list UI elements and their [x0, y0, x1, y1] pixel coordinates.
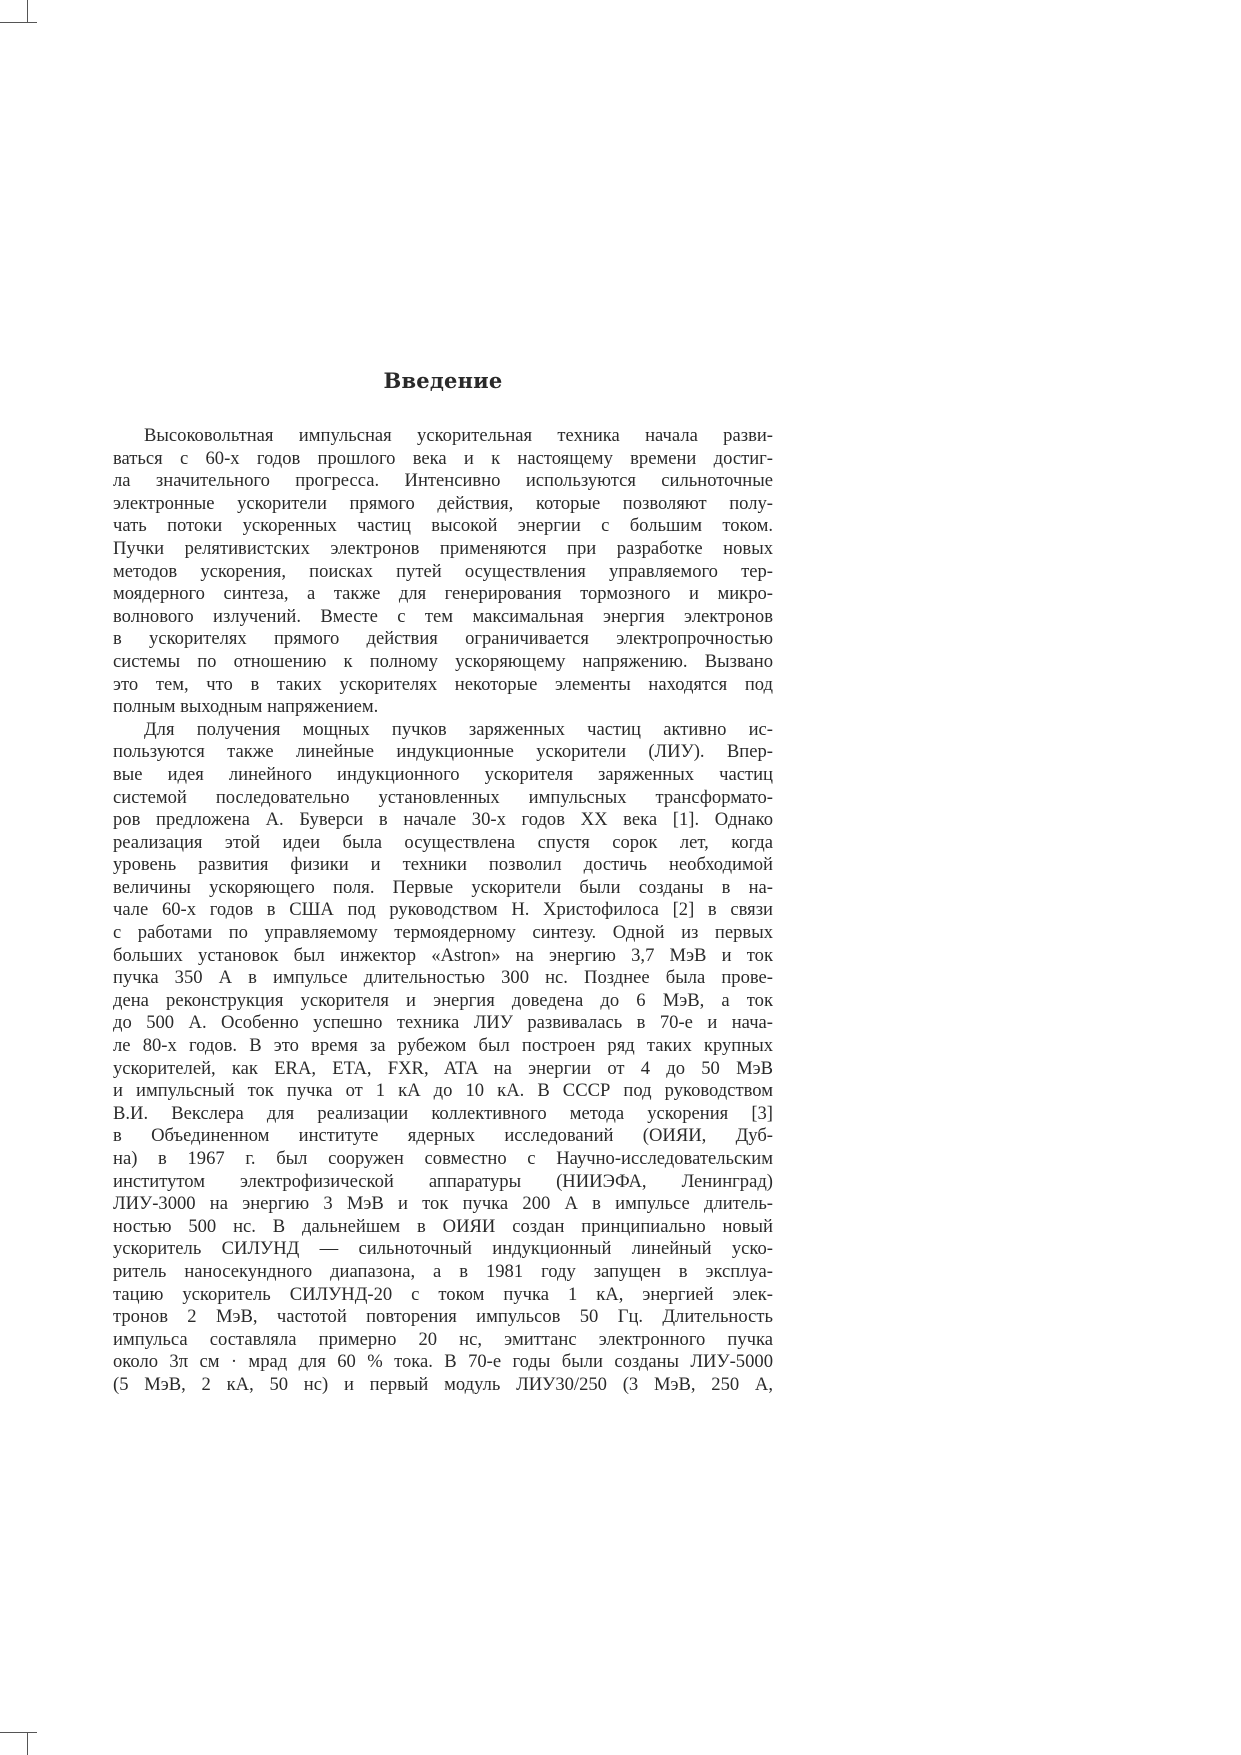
text-line: ла значительного прогресса. Интенсивно используются сильноточные	[113, 470, 773, 492]
text-line: институтом электрофизической аппаратуры (НИИЭФА, Ленинград)	[113, 1170, 773, 1192]
text-line: дена реконструкция ускорителя и энергия доведена до 6 МэВ, а ток	[113, 989, 773, 1011]
text-line: системой последовательно установленных импульсных трансформато-	[113, 786, 773, 808]
text-line: чать потоки ускоренных частиц высокой энергии с большим током.	[113, 515, 773, 537]
text-line: В.И. Векслера для реализации коллективного метода ускорения [3]	[113, 1102, 773, 1124]
text-line: (5 МэВ, 2 кА, 50 нс) и первый модуль ЛИУ30/250 (3 МэВ, 250 А,	[113, 1373, 773, 1395]
text-line: величины ускоряющего поля. Первые ускорители были созданы в на-	[113, 876, 773, 898]
crop-mark-bottom-horizontal	[0, 1732, 37, 1733]
text-line: ускорителей, как ERA, ETA, FXR, ATA на энергии от 4 до 50 МэВ	[113, 1057, 773, 1079]
text-line: до 500 А. Особенно успешно техника ЛИУ развивалась в 70-е и нача-	[113, 1012, 773, 1034]
text-line: чале 60-х годов в США под руководством Н. Христофилоса [2] в связи	[113, 899, 773, 921]
text-line: уровень развития физики и техники позволил достичь необходимой	[113, 854, 773, 876]
text-line: на) в 1967 г. был сооружен совместно с Научно-исследовательским	[113, 1148, 773, 1169]
text-line: Пучки релятивистских электронов применяются при разработке новых	[113, 537, 773, 559]
paragraph-1	[113, 425, 773, 719]
crop-mark-bottom-vertical	[27, 1733, 28, 1755]
text-line: больших установок был инжектор «Astron» на энергию 3,7 МэВ и ток	[113, 944, 773, 966]
text-line: электронные ускорители прямого действия, которые позволяют полу-	[113, 492, 773, 514]
text-line: пользуются также линейные индукционные ускорители (ЛИУ). Впер-	[113, 741, 773, 763]
text-line: тронов 2 МэВ, частотой повторения импульсов 50 Гц. Длительность	[113, 1306, 773, 1328]
text-line: пучка 350 А в импульсе длительностью 300 нс. Позднее была прове-	[113, 967, 773, 989]
text-line: тацию ускоритель СИЛУНД-20 с током пучка 1 кА, энергией элек-	[113, 1283, 773, 1305]
text-line: Для получения мощных пучков заряженных частиц активно ис-	[144, 718, 773, 740]
text-line: это тем, что в таких ускорителях некоторые элементы находятся под	[113, 673, 773, 695]
text-line: ров предложена А. Буверси в начале 30-х годов XX века [1]. Однако	[113, 809, 773, 831]
text-line: и импульсный ток пучка от 1 кА до 10 кА. В СССР под руководством	[113, 1080, 773, 1102]
text-body	[113, 425, 773, 1397]
paragraph-2	[113, 719, 773, 1397]
crop-mark-top-vertical	[27, 0, 28, 22]
text-line: импульса составляла примерно 20 нс, эмиттанс электронного пучка	[113, 1328, 773, 1350]
text-line: вые идея линейного индукционного ускорителя заряженных частиц	[113, 763, 773, 785]
text-line: ностью 500 нс. В дальнейшем в ОИЯИ создан принципиально новый	[113, 1215, 773, 1237]
text-line: ускоритель СИЛУНД — сильноточный индукционный линейный уско-	[113, 1238, 773, 1260]
text-line: ле 80-х годов. В это время за рубежом был построен ряд таких крупных	[113, 1035, 773, 1057]
page-title: Введение	[383, 368, 503, 393]
text-line: Высоковольтная импульсная ускорительная техника начала разви-	[144, 425, 773, 446]
text-line: в ускорителях прямого действия ограничивается электропрочностью	[113, 628, 773, 650]
text-line: ваться с 60-х годов прошлого века и к настоящему времени достиг-	[113, 447, 773, 469]
text-line: волнового излучений. Вместе с тем максимальная энергия электронов	[113, 605, 773, 627]
text-line: системы по отношению к полному ускоряющему напряжению. Вызвано	[113, 650, 773, 672]
text-line: реализация этой идеи была осуществлена спустя сорок лет, когда	[113, 831, 773, 853]
text-line: методов ускорения, поисках путей осуществления управляемого тер-	[113, 560, 773, 582]
text-line: ЛИУ-3000 на энергию 3 МэВ и ток пучка 200 А в импульсе длитель-	[113, 1193, 773, 1215]
text-line: в Объединенном институте ядерных исследований (ОИЯИ, Дуб-	[113, 1125, 773, 1147]
text-line: около 3π см · мрад для 60 % тока. В 70-е годы были созданы ЛИУ-5000	[113, 1351, 773, 1373]
text-line: моядерного синтеза, а также для генерирования тормозного и микро-	[113, 583, 773, 605]
crop-mark-top-horizontal	[0, 22, 37, 23]
text-line: полным выходным напряжением.	[113, 696, 379, 718]
text-line: ритель наносекундного диапазона, а в 1981 году запущен в эксплуа-	[113, 1260, 773, 1282]
text-line: с работами по управляемому термоядерному синтезу. Одной из первых	[113, 922, 773, 944]
